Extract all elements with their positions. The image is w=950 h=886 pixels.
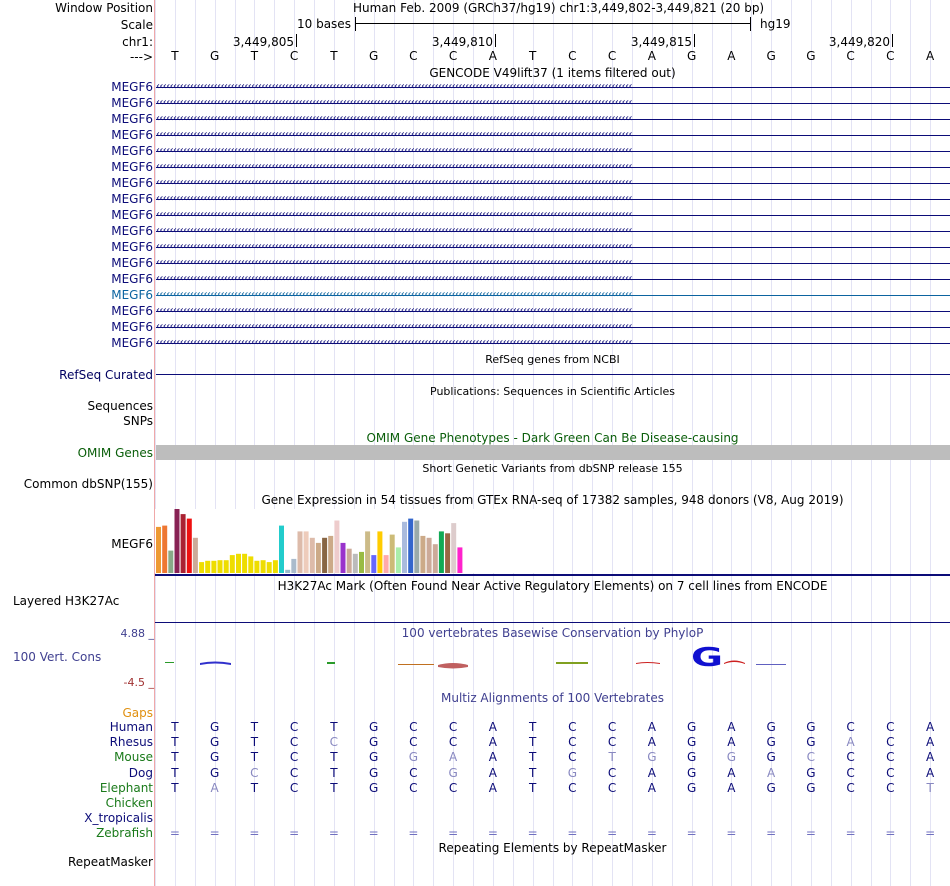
multiz-base: C — [568, 780, 577, 795]
ruler-position: 3,449,815 — [630, 35, 692, 49]
multiz-base: C — [448, 720, 458, 734]
multiz-base: C — [846, 765, 855, 780]
multiz-base: T — [528, 765, 537, 780]
gencode-strand-arrows: ‹‹‹‹‹‹‹‹‹‹‹‹‹‹‹‹‹‹‹‹‹‹‹‹‹‹‹‹‹‹‹‹‹‹‹‹‹‹‹‹‹‹‹‹‹‹‹‹‹‹‹‹‹‹‹‹‹‹‹‹‹‹‹‹‹‹‹‹‹‹‹‹‹‹‹‹‹‹‹‹‹‹‹‹‹‹‹‹‹‹‹‹‹‹‹‹‹‹‹‹‹‹‹‹‹‹‹‹‹‹‹‹‹‹‹‹‹‹‹‹‹‹‹‹‹‹‹‹‹‹‹‹‹‹‹‹‹‹‹‹ — [156, 209, 632, 220]
publications-snps-label[interactable]: SNPs — [123, 414, 153, 428]
multiz-base: G — [209, 735, 220, 750]
multiz-base: = — [845, 826, 856, 841]
ruler-tick — [495, 34, 496, 47]
multiz-base: G — [408, 750, 419, 765]
gtex-tissue-bar[interactable] — [402, 522, 407, 573]
sequence-base: T — [171, 49, 179, 63]
multiz-base: A — [488, 765, 497, 780]
gtex-tissue-bar[interactable] — [168, 551, 173, 573]
gtex-tissue-bar[interactable] — [181, 514, 186, 573]
multiz-base: G — [686, 750, 697, 765]
multiz-base: G — [766, 735, 776, 750]
gtex-tissue-bar[interactable] — [439, 531, 444, 573]
gtex-tissue-bar[interactable] — [162, 526, 167, 573]
multiz-base: G — [686, 765, 697, 780]
gtex-tissue-bar[interactable] — [316, 543, 321, 573]
sequence-base: T — [250, 49, 259, 63]
gencode-gene-label[interactable]: MEGF6 — [111, 96, 153, 110]
gencode-strand-arrows: ‹‹‹‹‹‹‹‹‹‹‹‹‹‹‹‹‹‹‹‹‹‹‹‹‹‹‹‹‹‹‹‹‹‹‹‹‹‹‹‹‹‹‹‹‹‹‹‹‹‹‹‹‹‹‹‹‹‹‹‹‹‹‹‹‹‹‹‹‹‹‹‹‹‹‹‹‹‹‹‹‹‹‹‹‹‹‹‹‹‹‹‹‹‹‹‹‹‹‹‹‹‹‹‹‹‹‹‹‹‹‹‹‹‹‹‹‹‹‹‹‹‹‹‹‹‹‹‹‹‹‹‹‹‹‹‹‹‹‹‹ — [156, 305, 632, 316]
multiz-base: T — [528, 750, 537, 765]
multiz-base: = — [885, 826, 896, 841]
gencode-strand-arrows: ‹‹‹‹‹‹‹‹‹‹‹‹‹‹‹‹‹‹‹‹‹‹‹‹‹‹‹‹‹‹‹‹‹‹‹‹‹‹‹‹‹‹‹‹‹‹‹‹‹‹‹‹‹‹‹‹‹‹‹‹‹‹‹‹‹‹‹‹‹‹‹‹‹‹‹‹‹‹‹‹‹‹‹‹‹‹‹‹‹‹‹‹‹‹‹‹‹‹‹‹‹‹‹‹‹‹‹‹‹‹‹‹‹‹‹‹‹‹‹‹‹‹‹‹‹‹‹‹‹‹‹‹‹‹‹‹‹‹‹‹ — [156, 289, 632, 300]
gtex-tissue-bar[interactable] — [242, 554, 247, 573]
multiz-base: T — [330, 780, 338, 795]
refseq-gene-line[interactable] — [156, 374, 950, 375]
refseq-track-label[interactable]: RefSeq Curated — [59, 368, 153, 382]
gtex-tissue-bar[interactable] — [298, 531, 303, 573]
gtex-track-label[interactable]: MEGF6 — [111, 537, 153, 551]
multiz-base: = — [607, 826, 618, 841]
multiz-base: C — [289, 780, 299, 795]
multiz-base: G — [209, 720, 220, 734]
gencode-gene-label[interactable]: MEGF6 — [111, 112, 153, 126]
cons-mark — [724, 661, 745, 665]
multiz-base: = — [646, 826, 657, 841]
sequence-base: G — [686, 49, 697, 63]
gencode-track-title[interactable]: GENCODE V49lift37 (1 items filtered out) — [429, 66, 676, 80]
multiz-base: C — [409, 735, 418, 750]
multiz-base: A — [210, 780, 219, 795]
gencode-strand-arrows: ‹‹‹‹‹‹‹‹‹‹‹‹‹‹‹‹‹‹‹‹‹‹‹‹‹‹‹‹‹‹‹‹‹‹‹‹‹‹‹‹‹‹‹‹‹‹‹‹‹‹‹‹‹‹‹‹‹‹‹‹‹‹‹‹‹‹‹‹‹‹‹‹‹‹‹‹‹‹‹‹‹‹‹‹‹‹‹‹‹‹‹‹‹‹‹‹‹‹‹‹‹‹‹‹‹‹‹‹‹‹‹‹‹‹‹‹‹‹‹‹‹‹‹‹‹‹‹‹‹‹‹‹‹‹‹‹‹‹‹‹ — [156, 97, 632, 108]
multiz-base: A — [449, 750, 458, 765]
multiz-base: G — [726, 750, 737, 765]
sequence-base: G — [209, 49, 220, 63]
ruler-position: 3,449,820 — [828, 35, 890, 49]
cons-mark — [398, 664, 434, 665]
multiz-base: C — [607, 780, 617, 795]
multiz-base: G — [686, 720, 697, 734]
gtex-tissue-bar[interactable] — [205, 561, 210, 573]
multiz-base: C — [448, 780, 458, 795]
multiz-base: A — [647, 720, 656, 734]
gencode-gene-label[interactable]: MEGF6 — [111, 288, 153, 302]
multiz-base: G — [806, 780, 816, 795]
scale-label: Scale — [120, 18, 153, 32]
multiz-base: C — [289, 735, 299, 750]
repeatmasker-track-title[interactable]: Repeating Elements by RepeatMasker — [438, 841, 667, 855]
gtex-tissue-bar[interactable] — [341, 543, 346, 573]
gencode-gene-label[interactable]: MEGF6 — [111, 80, 153, 94]
multiz-base: T — [608, 750, 616, 765]
gencode-gene-label[interactable]: MEGF6 — [111, 304, 153, 318]
multiz-base: G — [647, 750, 657, 765]
conservation-track-label[interactable]: 100 Vert. Cons — [13, 650, 102, 664]
multiz-base: C — [409, 720, 418, 734]
multiz-base: = — [169, 826, 180, 841]
gtex-tissue-bar[interactable] — [261, 560, 266, 573]
conservation-max-label: 4.88 _ — [120, 627, 154, 640]
gencode-gene-label[interactable]: MEGF6 — [111, 208, 153, 222]
multiz-base: T — [250, 780, 259, 795]
multiz-base: T — [171, 765, 179, 780]
multiz-base: G — [686, 780, 697, 795]
multiz-base: T — [171, 720, 179, 734]
gencode-gene-label[interactable]: MEGF6 — [111, 256, 153, 270]
sequence-base: C — [607, 49, 617, 63]
repeatmasker-track-label[interactable]: RepeatMasker — [67, 855, 153, 869]
multiz-base: C — [568, 720, 577, 734]
gtex-tissue-bar[interactable] — [451, 523, 456, 573]
multiz-base: C — [886, 720, 895, 734]
sequence-base: C — [409, 49, 418, 63]
multiz-base: = — [289, 826, 300, 841]
multiz-base: T — [528, 780, 537, 795]
strand-arrow-label[interactable]: ---> — [129, 50, 153, 64]
multiz-base: C — [289, 720, 299, 734]
ruler-tick — [694, 34, 695, 47]
sequence-base: C — [289, 49, 299, 63]
cons-highlight-letter: G — [691, 643, 723, 673]
gtex-tissue-bar[interactable] — [414, 521, 419, 574]
gencode-gene-label[interactable]: MEGF6 — [111, 176, 153, 190]
multiz-base: C — [568, 735, 577, 750]
multiz-base: C — [568, 750, 577, 765]
cons-mark — [200, 662, 231, 666]
multiz-base: C — [409, 780, 418, 795]
multiz-base: C — [289, 765, 299, 780]
multiz-base: C — [846, 720, 855, 734]
sequence-base: C — [568, 49, 577, 63]
multiz-base: G — [806, 765, 816, 780]
gtex-tissue-bar[interactable] — [199, 562, 204, 573]
gtex-tissue-bar[interactable] — [427, 538, 432, 573]
gtex-tissue-bar[interactable] — [359, 552, 364, 573]
gtex-tissue-bar[interactable] — [396, 547, 401, 573]
gencode-strand-arrows: ‹‹‹‹‹‹‹‹‹‹‹‹‹‹‹‹‹‹‹‹‹‹‹‹‹‹‹‹‹‹‹‹‹‹‹‹‹‹‹‹‹‹‹‹‹‹‹‹‹‹‹‹‹‹‹‹‹‹‹‹‹‹‹‹‹‹‹‹‹‹‹‹‹‹‹‹‹‹‹‹‹‹‹‹‹‹‹‹‹‹‹‹‹‹‹‹‹‹‹‹‹‹‹‹‹‹‹‹‹‹‹‹‹‹‹‹‹‹‹‹‹‹‹‹‹‹‹‹‹‹‹‹‹‹‹‹‹‹‹‹ — [156, 321, 632, 332]
gtex-tissue-bar[interactable] — [236, 554, 241, 573]
sequence-base: G — [766, 49, 776, 63]
gencode-strand-arrows: ‹‹‹‹‹‹‹‹‹‹‹‹‹‹‹‹‹‹‹‹‹‹‹‹‹‹‹‹‹‹‹‹‹‹‹‹‹‹‹‹‹‹‹‹‹‹‹‹‹‹‹‹‹‹‹‹‹‹‹‹‹‹‹‹‹‹‹‹‹‹‹‹‹‹‹‹‹‹‹‹‹‹‹‹‹‹‹‹‹‹‹‹‹‹‹‹‹‹‹‹‹‹‹‹‹‹‹‹‹‹‹‹‹‹‹‹‹‹‹‹‹‹‹‹‹‹‹‹‹‹‹‹‹‹‹‹‹‹‹‹ — [156, 129, 632, 140]
gtex-tissue-bar[interactable] — [445, 533, 450, 573]
multiz-base: A — [647, 780, 656, 795]
cons-mark — [327, 662, 335, 664]
gtex-tissue-bar[interactable] — [175, 509, 180, 573]
gtex-tissue-bar[interactable] — [248, 556, 253, 573]
gtex-tissue-bar[interactable] — [304, 531, 309, 573]
multiz-species-label[interactable]: Elephant — [99, 780, 153, 795]
multiz-base: T — [250, 750, 259, 765]
gtex-tissue-bar[interactable] — [218, 560, 223, 573]
multiz-base: G — [448, 765, 458, 780]
multiz-base: G — [766, 720, 776, 734]
gencode-strand-arrows: ‹‹‹‹‹‹‹‹‹‹‹‹‹‹‹‹‹‹‹‹‹‹‹‹‹‹‹‹‹‹‹‹‹‹‹‹‹‹‹‹‹‹‹‹‹‹‹‹‹‹‹‹‹‹‹‹‹‹‹‹‹‹‹‹‹‹‹‹‹‹‹‹‹‹‹‹‹‹‹‹‹‹‹‹‹‹‹‹‹‹‹‹‹‹‹‹‹‹‹‹‹‹‹‹‹‹‹‹‹‹‹‹‹‹‹‹‹‹‹‹‹‹‹‹‹‹‹‹‹‹‹‹‹‹‹‹‹‹‹‹ — [156, 177, 632, 188]
scale-tick-left — [355, 17, 356, 31]
multiz-species-label[interactable]: Rhesus — [109, 735, 153, 750]
omim-gene-bar[interactable] — [156, 445, 950, 460]
cons-mark — [165, 662, 174, 663]
gtex-tissue-bar[interactable] — [224, 560, 229, 573]
multiz-base: A — [488, 750, 497, 765]
gencode-gene-label[interactable]: MEGF6 — [111, 144, 153, 158]
publications-sequences-label[interactable]: Sequences — [87, 399, 153, 413]
gencode-strand-arrows: ‹‹‹‹‹‹‹‹‹‹‹‹‹‹‹‹‹‹‹‹‹‹‹‹‹‹‹‹‹‹‹‹‹‹‹‹‹‹‹‹‹‹‹‹‹‹‹‹‹‹‹‹‹‹‹‹‹‹‹‹‹‹‹‹‹‹‹‹‹‹‹‹‹‹‹‹‹‹‹‹‹‹‹‹‹‹‹‹‹‹‹‹‹‹‹‹‹‹‹‹‹‹‹‹‹‹‹‹‹‹‹‹‹‹‹‹‹‹‹‹‹‹‹‹‹‹‹‹‹‹‹‹‹‹‹‹‹‹‹‹ — [156, 81, 632, 92]
multiz-base: A — [926, 750, 935, 765]
multiz-base: = — [209, 826, 220, 841]
gtex-tissue-bar[interactable] — [285, 570, 290, 573]
multiz-base: A — [727, 765, 736, 780]
multiz-base: G — [368, 720, 379, 734]
ruler-position: 3,449,810 — [431, 35, 493, 49]
gtex-tissue-bar[interactable] — [408, 519, 413, 573]
omim-track-label[interactable]: OMIM Genes — [77, 446, 153, 460]
conservation-plot[interactable] — [155, 640, 950, 690]
multiz-base: = — [567, 826, 578, 841]
multiz-species-label[interactable]: Chicken — [105, 796, 153, 810]
gencode-strand-arrows: ‹‹‹‹‹‹‹‹‹‹‹‹‹‹‹‹‹‹‹‹‹‹‹‹‹‹‹‹‹‹‹‹‹‹‹‹‹‹‹‹‹‹‹‹‹‹‹‹‹‹‹‹‹‹‹‹‹‹‹‹‹‹‹‹‹‹‹‹‹‹‹‹‹‹‹‹‹‹‹‹‹‹‹‹‹‹‹‹‹‹‹‹‹‹‹‹‹‹‹‹‹‹‹‹‹‹‹‹‹‹‹‹‹‹‹‹‹‹‹‹‹‹‹‹‹‹‹‹‹‹‹‹‹‹‹‹‹‹‹‹ — [156, 337, 632, 348]
multiz-base: T — [171, 735, 179, 750]
gtex-tissue-bar[interactable] — [457, 547, 462, 573]
multiz-base: = — [726, 826, 737, 841]
multiz-base: C — [886, 765, 895, 780]
gtex-tissue-bar[interactable] — [273, 560, 278, 573]
multiz-base: G — [766, 780, 776, 795]
gtex-tissue-bar[interactable] — [365, 531, 370, 573]
multiz-base: A — [488, 780, 497, 795]
gtex-bar-chart[interactable] — [155, 509, 535, 573]
multiz-gaps-label[interactable]: Gaps — [122, 706, 153, 720]
multiz-base: T — [250, 735, 259, 750]
gtex-tissue-bar[interactable] — [377, 531, 382, 573]
gencode-strand-arrows: ‹‹‹‹‹‹‹‹‹‹‹‹‹‹‹‹‹‹‹‹‹‹‹‹‹‹‹‹‹‹‹‹‹‹‹‹‹‹‹‹‹‹‹‹‹‹‹‹‹‹‹‹‹‹‹‹‹‹‹‹‹‹‹‹‹‹‹‹‹‹‹‹‹‹‹‹‹‹‹‹‹‹‹‹‹‹‹‹‹‹‹‹‹‹‹‹‹‹‹‹‹‹‹‹‹‹‹‹‹‹‹‹‹‹‹‹‹‹‹‹‹‹‹‹‹‹‹‹‹‹‹‹‹‹‹‹‹‹‹‹ — [156, 161, 632, 172]
multiz-species-label[interactable]: X_tropicalis — [84, 811, 153, 826]
multiz-base: G — [209, 765, 220, 780]
conservation-track-title[interactable]: 100 vertebrates Basewise Conservation by PhyloP — [401, 626, 704, 640]
multiz-base: C — [250, 765, 259, 780]
sequence-base: C — [448, 49, 458, 63]
multiz-base: = — [925, 826, 936, 841]
ruler-tick — [296, 34, 297, 47]
multiz-base: A — [926, 735, 935, 750]
multiz-base: G — [806, 735, 816, 750]
sequence-base: A — [647, 49, 656, 63]
cons-mark — [438, 663, 468, 669]
gencode-strand-arrows: ‹‹‹‹‹‹‹‹‹‹‹‹‹‹‹‹‹‹‹‹‹‹‹‹‹‹‹‹‹‹‹‹‹‹‹‹‹‹‹‹‹‹‹‹‹‹‹‹‹‹‹‹‹‹‹‹‹‹‹‹‹‹‹‹‹‹‹‹‹‹‹‹‹‹‹‹‹‹‹‹‹‹‹‹‹‹‹‹‹‹‹‹‹‹‹‹‹‹‹‹‹‹‹‹‹‹‹‹‹‹‹‹‹‹‹‹‹‹‹‹‹‹‹‹‹‹‹‹‹‹‹‹‹‹‹‹‹‹‹‹ — [156, 225, 632, 236]
scale-tick-right — [750, 17, 751, 31]
multiz-base: = — [448, 826, 459, 841]
multiz-base: A — [926, 765, 935, 780]
gtex-tissue-bar[interactable] — [384, 555, 389, 573]
multiz-base: T — [330, 765, 338, 780]
multiz-base: C — [846, 750, 855, 765]
gtex-tissue-bar[interactable] — [211, 561, 216, 573]
gencode-gene-label[interactable]: MEGF6 — [111, 192, 153, 206]
gtex-tissue-bar[interactable] — [291, 559, 296, 573]
gencode-gene-label[interactable]: MEGF6 — [111, 320, 153, 334]
gtex-tissue-bar[interactable] — [353, 554, 358, 573]
multiz-base: A — [647, 765, 656, 780]
cons-mark — [756, 664, 786, 665]
multiz-base: = — [328, 826, 339, 841]
multiz-track-title[interactable]: Multiz Alignments of 100 Vertebrates — [440, 691, 665, 705]
gencode-strand-arrows: ‹‹‹‹‹‹‹‹‹‹‹‹‹‹‹‹‹‹‹‹‹‹‹‹‹‹‹‹‹‹‹‹‹‹‹‹‹‹‹‹‹‹‹‹‹‹‹‹‹‹‹‹‹‹‹‹‹‹‹‹‹‹‹‹‹‹‹‹‹‹‹‹‹‹‹‹‹‹‹‹‹‹‹‹‹‹‹‹‹‹‹‹‹‹‹‹‹‹‹‹‹‹‹‹‹‹‹‹‹‹‹‹‹‹‹‹‹‹‹‹‹‹‹‹‹‹‹‹‹‹‹‹‹‹‹‹‹‹‹‹ — [156, 193, 632, 204]
multiz-base: C — [329, 735, 339, 750]
multiz-base: = — [249, 826, 260, 841]
gtex-tissue-bar[interactable] — [322, 538, 327, 573]
gtex-tissue-bar[interactable] — [187, 519, 192, 573]
multiz-base: C — [409, 765, 418, 780]
multiz-base: T — [330, 720, 338, 734]
sequence-base: G — [806, 49, 816, 63]
gtex-tissue-bar[interactable] — [347, 549, 352, 573]
window-position-label: Window Position — [55, 1, 153, 15]
multiz-base: G — [368, 750, 379, 765]
multiz-base: C — [448, 735, 458, 750]
gtex-tissue-bar[interactable] — [267, 562, 272, 573]
scale-text: 10 bases — [297, 17, 351, 31]
multiz-base: = — [805, 826, 816, 841]
gencode-gene-label[interactable]: MEGF6 — [111, 128, 153, 142]
multiz-base: G — [368, 765, 379, 780]
multiz-base: A — [926, 720, 935, 734]
multiz-base: T — [528, 735, 537, 750]
h3k27ac-track-title[interactable]: H3K27Ac Mark (Often Found Near Active Regulatory Elements) on 7 cell lines from ENCODE — [277, 579, 828, 593]
dbsnp-track-title[interactable]: Short Genetic Variants from dbSNP release 155 — [422, 462, 683, 475]
gtex-tissue-bar[interactable] — [328, 536, 333, 573]
gtex-tissue-bar[interactable] — [371, 555, 376, 573]
gtex-tissue-bar[interactable] — [230, 555, 235, 573]
gencode-strand-arrows: ‹‹‹‹‹‹‹‹‹‹‹‹‹‹‹‹‹‹‹‹‹‹‹‹‹‹‹‹‹‹‹‹‹‹‹‹‹‹‹‹‹‹‹‹‹‹‹‹‹‹‹‹‹‹‹‹‹‹‹‹‹‹‹‹‹‹‹‹‹‹‹‹‹‹‹‹‹‹‹‹‹‹‹‹‹‹‹‹‹‹‹‹‹‹‹‹‹‹‹‹‹‹‹‹‹‹‹‹‹‹‹‹‹‹‹‹‹‹‹‹‹‹‹‹‹‹‹‹‹‹‹‹‹‹‹‹‹‹‹‹ — [156, 113, 632, 124]
multiz-base: G — [766, 750, 776, 765]
sequence-base: T — [330, 49, 338, 63]
multiz-base: = — [368, 826, 379, 841]
sequence-base: A — [926, 49, 935, 63]
multiz-base: = — [766, 826, 777, 841]
gtex-tissue-bar[interactable] — [420, 536, 425, 573]
gencode-gene-label[interactable]: MEGF6 — [111, 272, 153, 286]
sequence-base: T — [528, 49, 537, 63]
multiz-species-label[interactable]: Mouse — [114, 750, 153, 765]
multiz-base: G — [806, 720, 816, 734]
h3k27ac-bottom-rule — [155, 622, 950, 623]
db-text: hg19 — [760, 17, 791, 31]
gencode-gene-label[interactable]: MEGF6 — [111, 224, 153, 238]
gtex-track-title[interactable]: Gene Expression in 54 tissues from GTEx RNA-seq of 17382 samples, 948 donors (V8, Aug 2019) — [261, 493, 844, 507]
sequence-base: C — [846, 49, 855, 63]
multiz-base: = — [487, 826, 498, 841]
assembly-position-text: Human Feb. 2009 (GRCh37/hg19) chr1:3,449,802-3,449,821 (20 bp) — [353, 1, 765, 15]
ruler-position: 3,449,805 — [232, 35, 294, 49]
multiz-base: A — [767, 765, 776, 780]
multiz-base: G — [209, 750, 220, 765]
cons-mark — [636, 662, 660, 664]
multiz-base: C — [886, 780, 895, 795]
conservation-min-label: -4.5 _ — [123, 676, 154, 689]
multiz-base: T — [330, 750, 338, 765]
multiz-base: C — [886, 750, 895, 765]
multiz-base: = — [686, 826, 697, 841]
gencode-gene-label[interactable]: MEGF6 — [111, 336, 153, 350]
ruler-tick — [892, 34, 893, 47]
multiz-base: C — [806, 750, 816, 765]
multiz-base: G — [368, 735, 379, 750]
multiz-base: T — [171, 750, 179, 765]
omim-track-title[interactable]: OMIM Gene Phenotypes - Dark Green Can Be Disease-causing — [366, 431, 739, 445]
refseq-track-title[interactable]: RefSeq genes from NCBI — [485, 353, 620, 366]
gencode-strand-arrows: ‹‹‹‹‹‹‹‹‹‹‹‹‹‹‹‹‹‹‹‹‹‹‹‹‹‹‹‹‹‹‹‹‹‹‹‹‹‹‹‹‹‹‹‹‹‹‹‹‹‹‹‹‹‹‹‹‹‹‹‹‹‹‹‹‹‹‹‹‹‹‹‹‹‹‹‹‹‹‹‹‹‹‹‹‹‹‹‹‹‹‹‹‹‹‹‹‹‹‹‹‹‹‹‹‹‹‹‹‹‹‹‹‹‹‹‹‹‹‹‹‹‹‹‹‹‹‹‹‹‹‹‹‹‹‹‹‹‹‹‹ — [156, 241, 632, 252]
dbsnp-track-label[interactable]: Common dbSNP(155) — [23, 477, 153, 491]
multiz-base: C — [607, 765, 617, 780]
multiz-base: G — [567, 765, 578, 780]
multiz-species-label[interactable]: Dog — [128, 765, 153, 780]
gtex-tissue-bar[interactable] — [334, 521, 339, 574]
multiz-base: G — [686, 735, 697, 750]
sequence-base: A — [727, 49, 736, 63]
multiz-base: T — [528, 720, 537, 734]
multiz-base: C — [607, 735, 617, 750]
multiz-base: A — [727, 720, 736, 734]
multiz-base: A — [846, 735, 855, 750]
multiz-base: A — [727, 735, 736, 750]
cons-mark — [556, 662, 588, 664]
chrom-label: chr1: — [122, 35, 153, 49]
gtex-tissue-bar[interactable] — [433, 544, 438, 573]
sequence-base: C — [886, 49, 895, 63]
multiz-base: T — [250, 720, 259, 734]
gencode-strand-arrows: ‹‹‹‹‹‹‹‹‹‹‹‹‹‹‹‹‹‹‹‹‹‹‹‹‹‹‹‹‹‹‹‹‹‹‹‹‹‹‹‹‹‹‹‹‹‹‹‹‹‹‹‹‹‹‹‹‹‹‹‹‹‹‹‹‹‹‹‹‹‹‹‹‹‹‹‹‹‹‹‹‹‹‹‹‹‹‹‹‹‹‹‹‹‹‹‹‹‹‹‹‹‹‹‹‹‹‹‹‹‹‹‹‹‹‹‹‹‹‹‹‹‹‹‹‹‹‹‹‹‹‹‹‹‹‹‹‹‹‹‹ — [156, 257, 632, 268]
multiz-base: T — [926, 780, 934, 795]
multiz-base: C — [846, 780, 855, 795]
gencode-gene-label[interactable]: MEGF6 — [111, 240, 153, 254]
gencode-strand-arrows: ‹‹‹‹‹‹‹‹‹‹‹‹‹‹‹‹‹‹‹‹‹‹‹‹‹‹‹‹‹‹‹‹‹‹‹‹‹‹‹‹‹‹‹‹‹‹‹‹‹‹‹‹‹‹‹‹‹‹‹‹‹‹‹‹‹‹‹‹‹‹‹‹‹‹‹‹‹‹‹‹‹‹‹‹‹‹‹‹‹‹‹‹‹‹‹‹‹‹‹‹‹‹‹‹‹‹‹‹‹‹‹‹‹‹‹‹‹‹‹‹‹‹‹‹‹‹‹‹‹‹‹‹‹‹‹‹‹‹‹‹ — [156, 145, 632, 156]
h3k27ac-top-rule — [155, 574, 950, 576]
multiz-base: A — [488, 735, 497, 750]
sequence-base: A — [488, 49, 497, 63]
multiz-base: G — [368, 780, 379, 795]
gtex-tissue-bar[interactable] — [310, 538, 315, 573]
gtex-tissue-bar[interactable] — [279, 526, 284, 573]
gtex-tissue-bar[interactable] — [390, 535, 395, 573]
multiz-base: C — [607, 720, 617, 734]
multiz-base: C — [886, 735, 895, 750]
publications-track-title[interactable]: Publications: Sequences in Scientific Articles — [430, 385, 675, 398]
gtex-tissue-bar[interactable] — [254, 561, 259, 573]
multiz-base: A — [488, 720, 497, 734]
multiz-species-label[interactable]: Zebrafish — [96, 826, 153, 841]
gtex-tissue-bar[interactable] — [193, 538, 198, 573]
multiz-base: A — [647, 735, 656, 750]
sequence-base: G — [368, 49, 379, 63]
gencode-strand-arrows: ‹‹‹‹‹‹‹‹‹‹‹‹‹‹‹‹‹‹‹‹‹‹‹‹‹‹‹‹‹‹‹‹‹‹‹‹‹‹‹‹‹‹‹‹‹‹‹‹‹‹‹‹‹‹‹‹‹‹‹‹‹‹‹‹‹‹‹‹‹‹‹‹‹‹‹‹‹‹‹‹‹‹‹‹‹‹‹‹‹‹‹‹‹‹‹‹‹‹‹‹‹‹‹‹‹‹‹‹‹‹‹‹‹‹‹‹‹‹‹‹‹‹‹‹‹‹‹‹‹‹‹‹‹‹‹‹‹‹‹‹ — [156, 273, 632, 284]
multiz-species-label[interactable]: Human — [109, 720, 153, 734]
multiz-base: = — [527, 826, 538, 841]
multiz-base: C — [289, 750, 299, 765]
gtex-tissue-bar[interactable] — [156, 527, 161, 573]
multiz-base: = — [408, 826, 419, 841]
scale-bar — [355, 23, 751, 24]
multiz-base: T — [171, 780, 179, 795]
h3k27ac-track-label[interactable]: Layered H3K27Ac — [13, 594, 120, 608]
multiz-base: A — [727, 780, 736, 795]
gencode-gene-label[interactable]: MEGF6 — [111, 160, 153, 174]
